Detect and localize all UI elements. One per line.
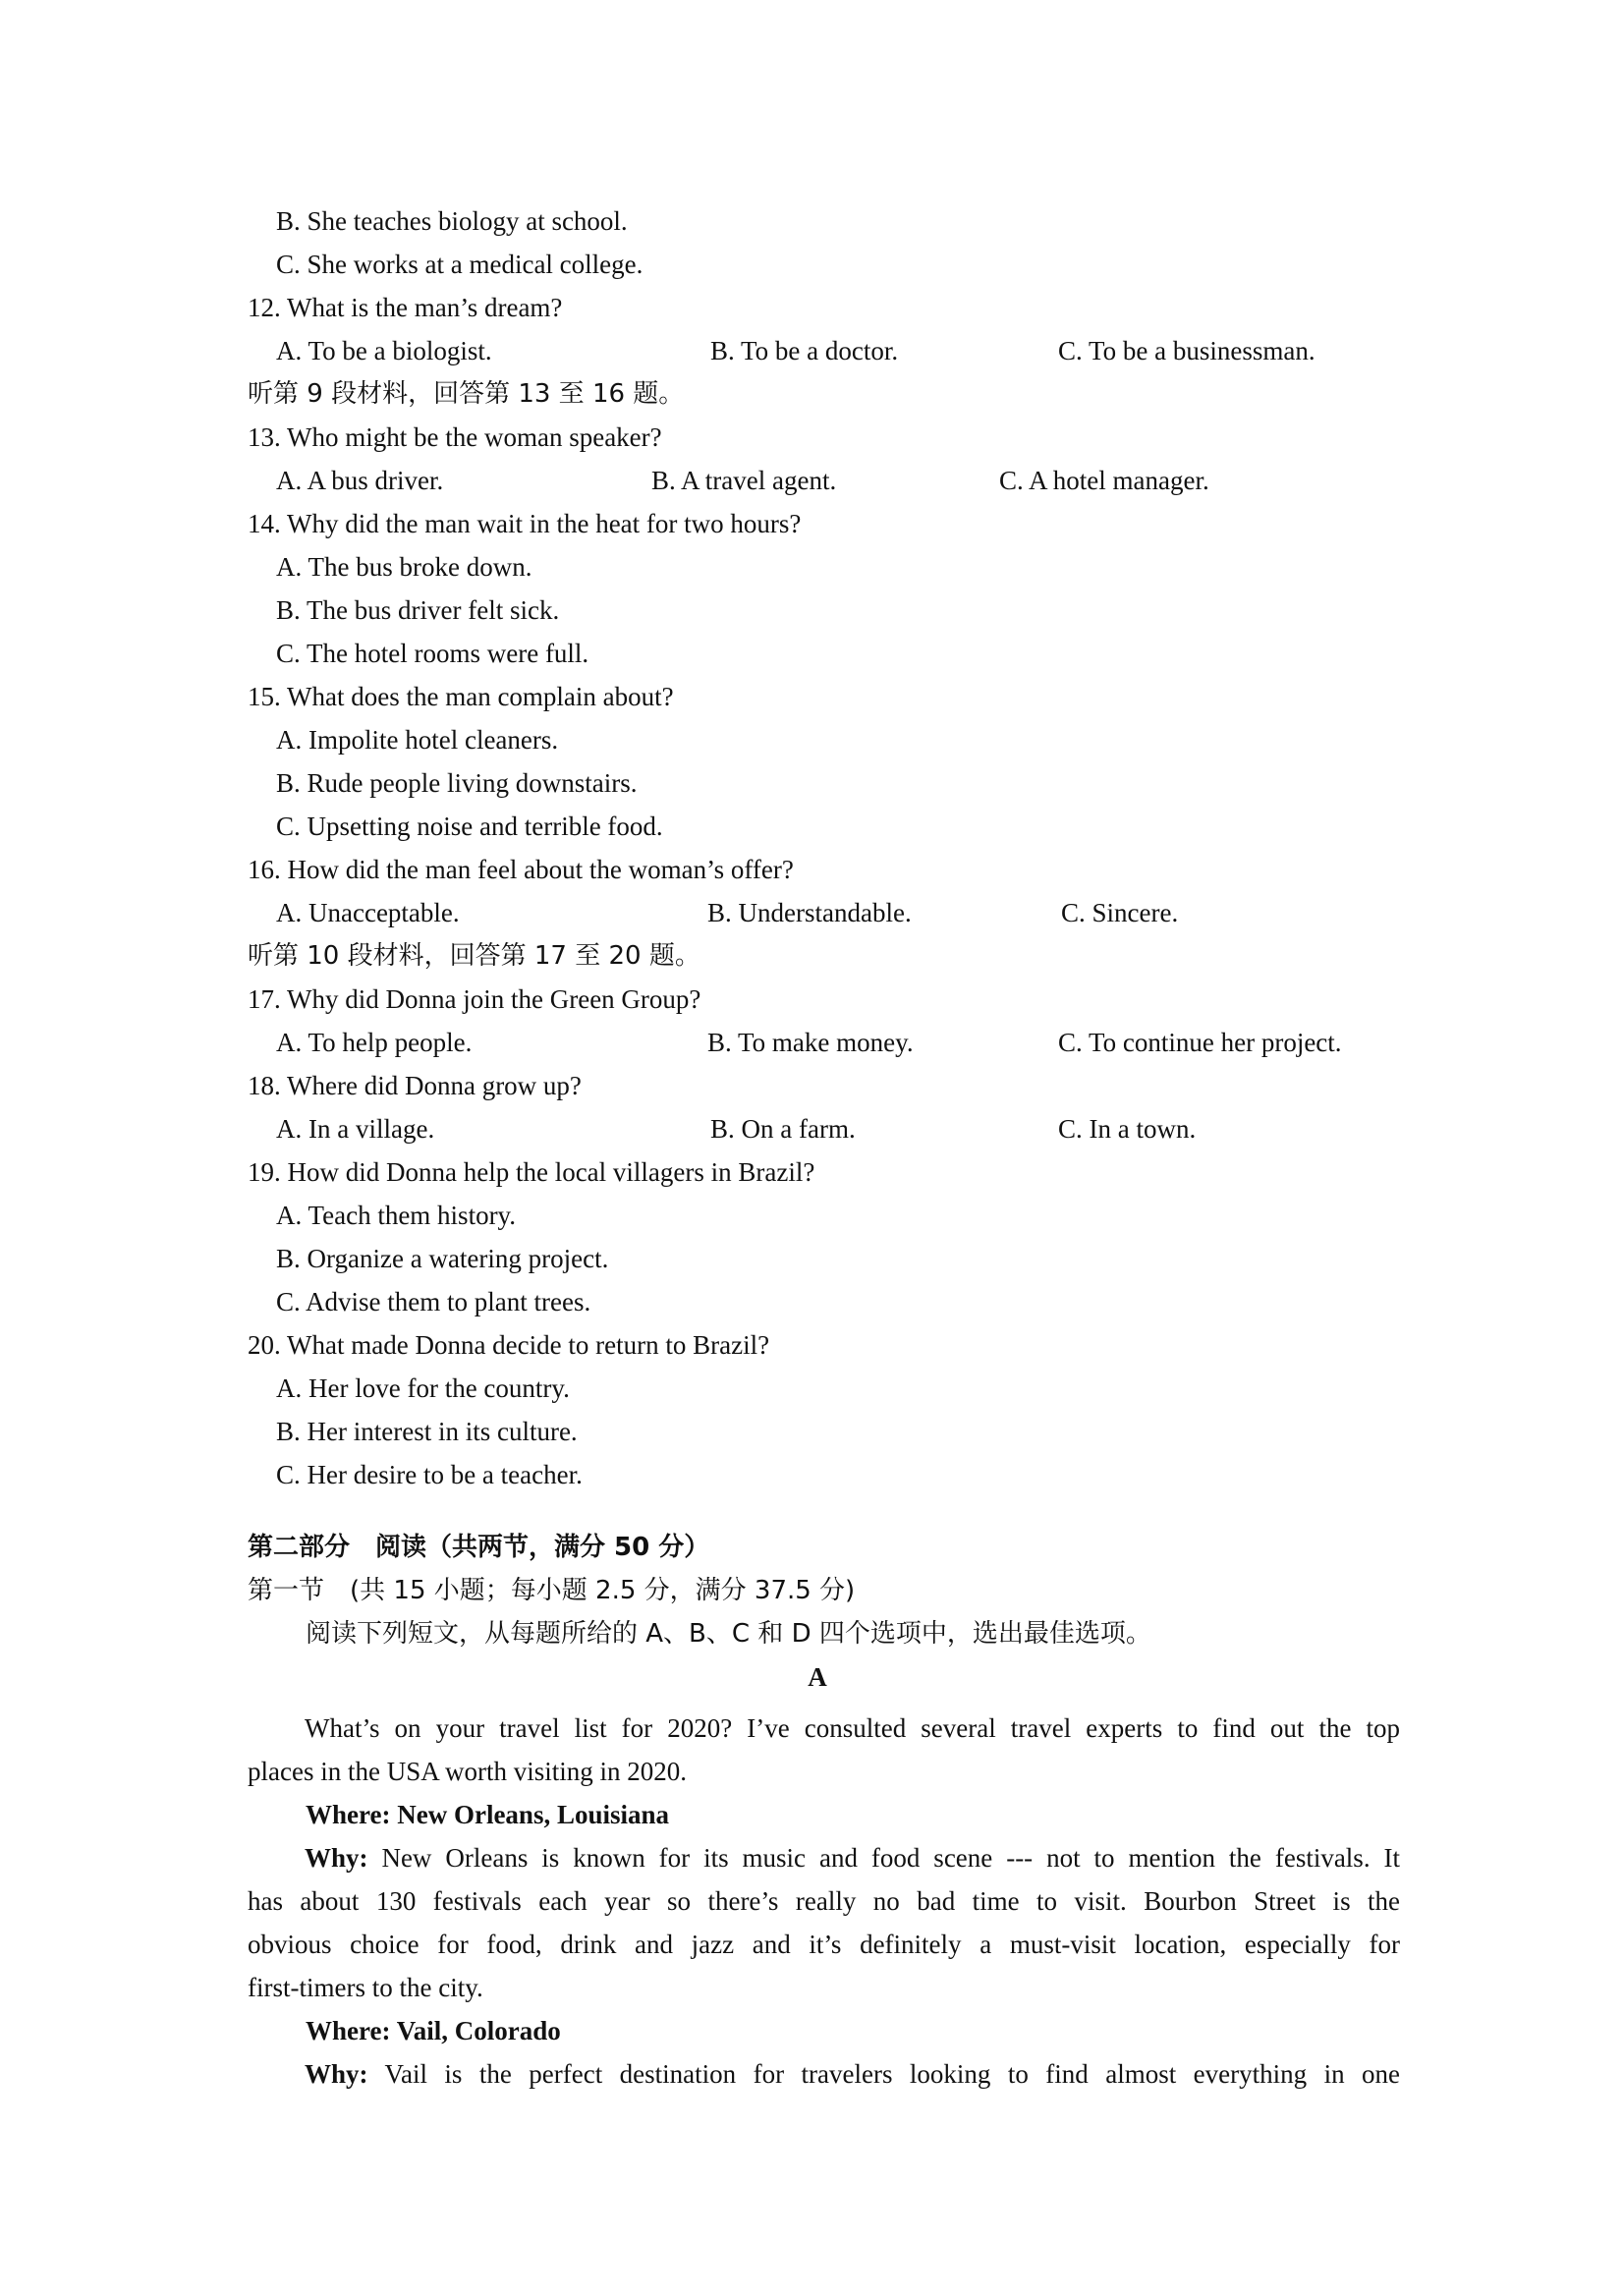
q18-option-a: A. In a village. (276, 1114, 435, 1144)
q15-option-a: A. Impolite hotel cleaners. (276, 725, 559, 755)
why-label: Why: (305, 1843, 368, 1873)
q14-option-b: B. The bus driver felt sick. (276, 595, 560, 625)
q11-option-b: B. She teaches biology at school. (276, 206, 628, 236)
q12-option-c: C. To be a businessman. (1058, 336, 1315, 365)
q16-option-a: A. Unacceptable. (276, 898, 460, 927)
q20-option-a: A. Her love for the country. (276, 1373, 570, 1403)
q12-option-b: B. To be a doctor. (710, 336, 899, 365)
q13-option-b: B. A travel agent. (651, 466, 837, 495)
q19-question: 19. How did Donna help the local villagers in Brazil? (248, 1157, 815, 1187)
q19-option-b: B. Organize a watering project. (276, 1244, 609, 1273)
why-vail-line-1 (248, 2052, 1400, 2096)
q16-question: 16. How did the man feel about the woman’s offer? (248, 855, 794, 884)
q17-question: 17. Why did Donna join the Green Group? (248, 984, 701, 1014)
q16-option-c: C. Sincere. (1061, 898, 1179, 927)
why-new-orleans-line-4: first-timers to the city. (248, 1973, 483, 2002)
q20-question: 20. What made Donna decide to return to Brazil? (248, 1330, 770, 1360)
section-10-instruction: 听第 10 段材料，回答第 17 至 20 题。 (248, 941, 700, 971)
where-value: Vail, Colorado (396, 2016, 561, 2045)
q15-option-b: B. Rude people living downstairs. (276, 768, 638, 798)
why-new-orleans-line-2: has about 130 festivals each year so there’s really no bad time to visit. Bourbon Street is the (248, 1886, 1400, 1916)
section-9-instruction: 听第 9 段材料，回答第 13 至 16 题。 (248, 379, 685, 409)
q18-question: 18. Where did Donna grow up? (248, 1071, 582, 1100)
why-new-orleans (248, 1836, 1400, 2009)
q12-option-a: A. To be a biologist. (276, 336, 492, 365)
q12-question: 12. What is the man’s dream? (248, 293, 563, 322)
q14-option-c: C. The hotel rooms were full. (276, 639, 589, 668)
q16-option-b: B. Understandable. (707, 898, 912, 927)
passage-letter: A (808, 1662, 827, 1692)
where-vail (306, 2009, 561, 2052)
q18-option-b: B. On a farm. (710, 1114, 856, 1144)
why-new-orleans-line-3: obvious choice for food, drink and jazz and it’s definitely a must-visit location, especially for (248, 1930, 1400, 1959)
q20-option-c: C. Her desire to be a teacher. (276, 1460, 583, 1489)
where-label: Where: (306, 1800, 391, 1829)
q14-question: 14. Why did the man wait in the heat for two hours? (248, 509, 802, 538)
q17-option-b: B. To make money. (707, 1028, 914, 1057)
where-value: New Orleans, Louisiana (397, 1800, 670, 1829)
q13-option-c: C. A hotel manager. (999, 466, 1209, 495)
where-new-orleans (306, 1793, 669, 1836)
q15-option-c: C. Upsetting noise and terrible food. (276, 812, 663, 841)
q18-option-c: C. In a town. (1058, 1114, 1197, 1144)
q20-option-b: B. Her interest in its culture. (276, 1417, 578, 1446)
reading-instruction: 阅读下列短文，从每题所给的 A、B、C 和 D 四个选项中，选出最佳选项。 (306, 1619, 1151, 1649)
passage-intro (248, 1707, 1400, 1793)
q19-option-c: C. Advise them to plant trees. (276, 1287, 591, 1316)
why-label: Why: (305, 2059, 368, 2089)
why-text: New Orleans is known for its music and food scene --- not to mention the festivals. It (381, 1843, 1400, 1873)
q17-option-a: A. To help people. (276, 1028, 473, 1057)
q13-option-a: A. A bus driver. (276, 466, 444, 495)
why-text: Vail is the perfect destination for travelers looking to find almost everything in one (384, 2059, 1400, 2089)
part2-section1-heading: 第一节 (共 15 小题；每小题 2.5 分，满分 37.5 分) (248, 1576, 856, 1605)
q19-option-a: A. Teach them history. (276, 1201, 517, 1230)
passage-intro-line-2: places in the USA worth visiting in 2020. (248, 1757, 687, 1786)
part2-heading: 第二部分 阅读（共两节，满分 50 分） (248, 1533, 710, 1562)
q14-option-a: A. The bus broke down. (276, 552, 532, 582)
q15-question: 15. What does the man complain about? (248, 682, 674, 711)
q17-option-c: C. To continue her project. (1058, 1028, 1342, 1057)
why-vail (248, 2052, 1400, 2096)
q13-question: 13. Who might be the woman speaker? (248, 422, 662, 452)
why-new-orleans-line-1 (248, 1836, 1400, 1879)
where-label: Where: (306, 2016, 391, 2045)
passage-intro-line-1: What’s on your travel list for 2020? I’ve consulted several travel experts to find out the top (305, 1713, 1400, 1743)
q11-option-c: C. She works at a medical college. (276, 250, 644, 279)
